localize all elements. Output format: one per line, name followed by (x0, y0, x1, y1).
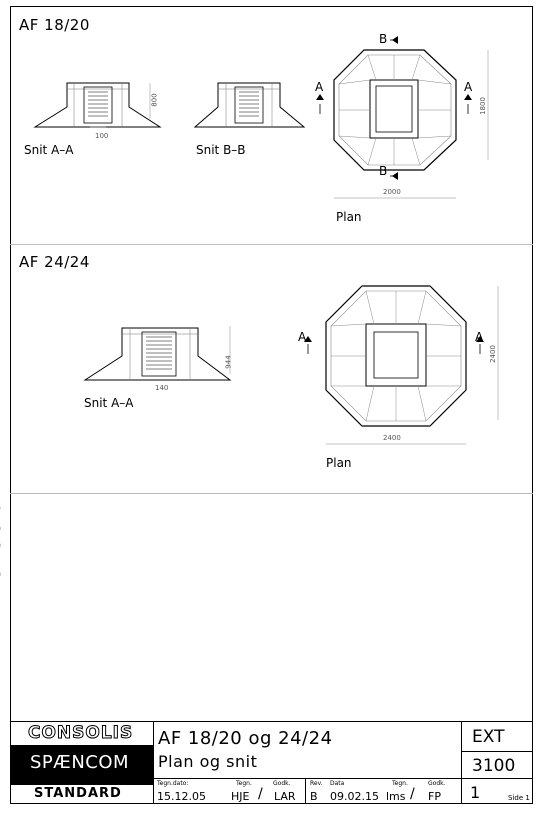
godk-value: LAR (274, 790, 296, 803)
section-title-af-24-24: AF 24/24 (19, 253, 90, 271)
tegn-dato-label: Tegn.dato: (157, 780, 189, 787)
label-plan: Plan (336, 210, 362, 224)
dim-plan-height: 1800 (478, 97, 487, 115)
section-a-a-drawing (30, 75, 170, 135)
rev-date: 09.02.15 (330, 790, 379, 803)
data-label: Data (330, 780, 345, 787)
rev-godk: FP (428, 790, 441, 803)
dim-plan-width: 2000 (383, 188, 401, 196)
dim-plan-height-24: 2400 (488, 345, 497, 363)
dim-height: 800 (150, 93, 159, 107)
section-title-af-18-20: AF 18/20 (19, 16, 90, 34)
marker-a-left: A (315, 80, 324, 94)
logo-spaencom: SPÆNCOM (30, 752, 130, 773)
marker-a-left-24: A (298, 330, 307, 344)
tegn-dato: 15.12.05 (157, 790, 206, 803)
godk-label: Godk. (273, 780, 291, 787)
dim-base: 100 (95, 132, 109, 140)
slash-divider: / (258, 786, 263, 802)
rev-tegn: lms (386, 790, 406, 803)
dim-base-24: 140 (155, 384, 169, 392)
drawing-title-line1: AF 18/20 og 24/24 (158, 728, 333, 749)
dim-plan-width-24: 2400 (383, 434, 401, 442)
tegn-value: HJE (231, 790, 250, 803)
rev-label: Rev. (310, 780, 323, 787)
tegn-label: Tegn. (236, 780, 252, 787)
section-divider (10, 493, 533, 494)
marker-b-top: B (379, 32, 388, 46)
rev-tegn-label: Tegn. (392, 780, 408, 787)
logo-consolis: CONSOLIS (28, 723, 134, 743)
file-info-text (0, 506, 1, 655)
sheet-label: Side 1 (508, 794, 530, 802)
label-snit-b-b: Snit B–B (196, 143, 246, 157)
rev-value: B (310, 790, 318, 803)
slash-divider-rev: / (410, 786, 415, 802)
logo-standard: STANDARD (34, 786, 122, 801)
section-divider (10, 244, 533, 245)
marker-b-bottom: B (379, 164, 388, 178)
sheet-number: 1 (470, 783, 481, 802)
doc-type: EXT (472, 727, 505, 747)
dim-height-24: 944 (224, 355, 233, 369)
plan-drawing-18-20 (300, 30, 500, 210)
plan-drawing-24-24 (290, 280, 520, 460)
doc-number: 3100 (472, 756, 516, 776)
section-a-a-drawing-24 (80, 320, 240, 390)
drawing-title-line2: Plan og snit (158, 752, 258, 771)
marker-a-right-24: A (475, 330, 484, 344)
label-snit-a-a-24: Snit A–A (84, 396, 134, 410)
label-plan-24: Plan (326, 456, 352, 470)
rev-godk-label: Godk. (428, 780, 446, 787)
label-snit-a-a: Snit A–A (24, 143, 74, 157)
marker-a-right: A (464, 80, 473, 94)
